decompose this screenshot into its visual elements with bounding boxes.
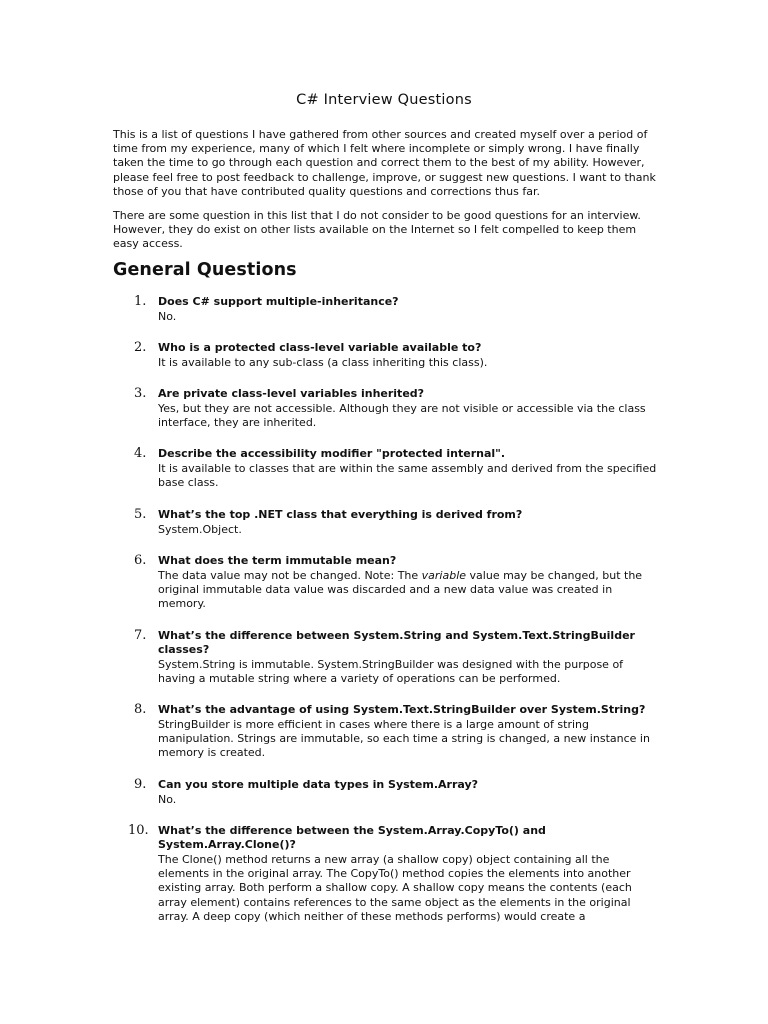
question-text: What does the term immutable mean? <box>158 554 397 567</box>
question-text: Are private class-level variables inherited? <box>158 387 425 400</box>
answer-text: System.String is immutable. System.StringBuilder was designed with the purpose of having a mutable string where a variety of operations can be performed. <box>158 658 624 686</box>
question-number: 9. <box>134 777 147 792</box>
question-text: Who is a protected class-level variable available to? <box>158 341 482 354</box>
question-number: 6. <box>134 553 147 568</box>
answer-text: It is available to any sub-class (a class inheriting this class). <box>158 356 488 369</box>
question-text: Does C# support multiple-inheritance? <box>158 295 399 308</box>
question-number: 4. <box>134 446 147 461</box>
question-number: 8. <box>134 702 147 717</box>
intro-paragraph-2: There are some question in this list that I do not consider to be good questions for an interview. However, they do exist on other lists available on the Internet so I felt compelled to keep them easy access. <box>113 209 641 251</box>
question-text: What’s the advantage of using System.Text.StringBuilder over System.String? <box>158 703 646 716</box>
question-text: Can you store multiple data types in System.Array? <box>158 778 479 791</box>
question-number: 3. <box>134 386 147 401</box>
page-title: C# Interview Questions <box>296 92 472 108</box>
question-number: 2. <box>134 340 147 355</box>
question-number: 7. <box>134 628 147 643</box>
question-text: What’s the difference between System.String and System.Text.StringBuilder classes? <box>158 629 635 657</box>
question-number: 5. <box>134 507 147 522</box>
question-text: Describe the accessibility modifier "protected internal". <box>158 447 506 460</box>
answer-text: StringBuilder is more efficient in cases where there is a large amount of string manipulation. Strings are immutable, so each time a string is changed, a new instance in memory is created. <box>158 718 650 760</box>
answer-text-part: The data value may not be changed. Note: The <box>158 569 422 582</box>
question-number: 1. <box>134 294 147 309</box>
answer-text: No. <box>158 310 177 323</box>
answer-text: It is available to classes that are within the same assembly and derived from the specified base class. <box>158 462 657 490</box>
intro-paragraph-1: This is a list of questions I have gathered from other sources and created myself over a period of time from my experience, many of which I felt where incomplete or simply wrong. I have finally taken the time to go through each question and correct them to the best of my ability. However, please feel free to post feedback to challenge, improve, or suggest new questions. I want to thank those of you that have contributed quality questions and corrections thus far. <box>113 128 656 198</box>
answer-text: No. <box>158 793 177 806</box>
answer-text-part: value may be changed, but the original immutable data value was discarded and a new data value was created in memory. <box>158 569 643 611</box>
question-text: What’s the difference between the System.Array.CopyTo() and System.Array.Clone()? <box>158 824 546 852</box>
answer-text: Yes, but they are not accessible. Although they are not visible or accessible via the class interface, they are inherited. <box>158 402 646 430</box>
question-text: What’s the top .NET class that everything is derived from? <box>158 508 523 521</box>
answer-italic-term: variable <box>421 569 467 582</box>
answer-text: The Clone() method returns a new array (a shallow copy) object containing all the elements in the original array. The CopyTo() method copies the elements into another existing array. Both perform a shallow copy. A shallow copy means the contents (each array element) contains references to the same object as the elements in the original array. A deep copy (which neither of these methods performs) would create a <box>158 853 632 923</box>
answer-text <box>158 569 658 612</box>
answer-text: System.Object. <box>158 523 242 536</box>
section-heading: General Questions <box>113 260 297 280</box>
question-number: 10. <box>128 823 149 838</box>
